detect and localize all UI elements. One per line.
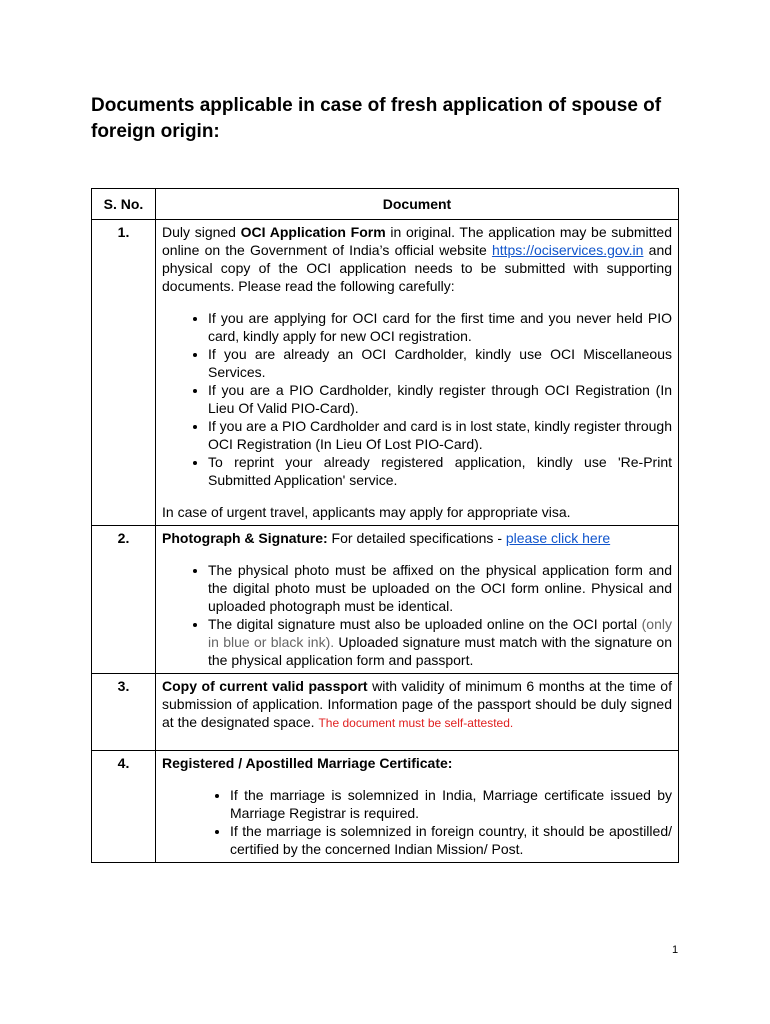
urgent-travel-note: In case of urgent travel, applicants may apply for appropriate visa. [162, 504, 571, 520]
text-run: Uploaded signature must match with the signature on the physical application form and passport. [208, 634, 672, 668]
list-item: • If you are a PIO Cardholder and card is in lost state, kindly register through OCI Registration (In Lieu Of Lost PIO-Card). [208, 417, 672, 453]
text-run: in original. The application may be submitted online on the Government of India’s official website [162, 224, 673, 258]
text-run: Duly signed [162, 224, 241, 240]
row-content [156, 751, 679, 863]
row-number: 1. [92, 220, 156, 526]
list-item: • If you are already an OCI Cardholder, kindly use OCI Miscellaneous Services. [208, 345, 672, 381]
column-header-sno: S. No. [92, 189, 156, 220]
row-content [156, 674, 679, 751]
bold-text: Copy of current valid passport [162, 678, 368, 694]
bold-text: OCI Application Form [240, 224, 386, 240]
list-item: • If the marriage is solemnized in India, Marriage certificate issued by Marriage Registrar is required. [230, 786, 672, 822]
list-item: • If you are a PIO Cardholder, kindly register through OCI Registration (In Lieu Of Valid PIO-Card). [208, 381, 672, 417]
list-item: • If the marriage is solemnized in foreign country, it should be apostilled/ certified by the concerned Indian Mission/ Post. [230, 822, 672, 858]
table-row [92, 526, 679, 674]
bullet-list [162, 786, 672, 858]
oci-website-link[interactable]: https://ociservices.gov.in [491, 242, 644, 258]
list-item [208, 615, 672, 669]
list-item: • The physical photo must be affixed on the physical application form and the digital photo must be uploaded on the OCI form online. Physical and uploaded photograph must be identical. [208, 561, 672, 615]
text-run: with validity of minimum 6 months at the time of submission of application. Information page of the passport should be duly signed at the designated space. [162, 678, 672, 730]
text-run: and physical copy of the OCI application needs to be submitted with supporting documents. Please read the following carefully: [162, 242, 673, 294]
row-paragraph [162, 677, 672, 732]
documents-table [91, 188, 679, 863]
ink-note: (only in blue or black ink). [208, 616, 672, 650]
bullet-list [162, 309, 672, 489]
row-content [156, 526, 679, 674]
bullet-list [162, 561, 672, 669]
row-paragraph [162, 529, 672, 547]
text-run: For detailed specifications - [327, 530, 506, 546]
row-number: 3. [92, 674, 156, 751]
row-number: 4. [92, 751, 156, 863]
table-row [92, 751, 679, 863]
column-header-document: Document [156, 189, 679, 220]
table-row [92, 674, 679, 751]
row-number: 2. [92, 526, 156, 674]
table-header-row [92, 189, 679, 220]
photo-specs-link[interactable]: please click here [505, 530, 611, 546]
bold-text: Registered / Apostilled Marriage Certificate: [162, 755, 453, 771]
table-row [92, 220, 679, 526]
self-attested-note: The document must be self-attested. [318, 716, 514, 730]
row-paragraph [162, 754, 672, 772]
page-number: 1 [672, 944, 679, 956]
row-content [156, 220, 679, 526]
text-run: The digital signature must also be uploaded online on the OCI portal [208, 616, 642, 632]
page-title: Documents applicable in case of fresh application of spouse of foreign origin: [91, 95, 662, 142]
row-paragraph [162, 223, 672, 295]
list-item: • If you are applying for OCI card for the first time and you never held PIO card, kindly apply for new OCI registration. [208, 309, 672, 345]
list-item: • To reprint your already registered application, kindly use 'Re-Print Submitted Application' service. [208, 453, 672, 489]
bold-text: Photograph & Signature: [162, 530, 328, 546]
